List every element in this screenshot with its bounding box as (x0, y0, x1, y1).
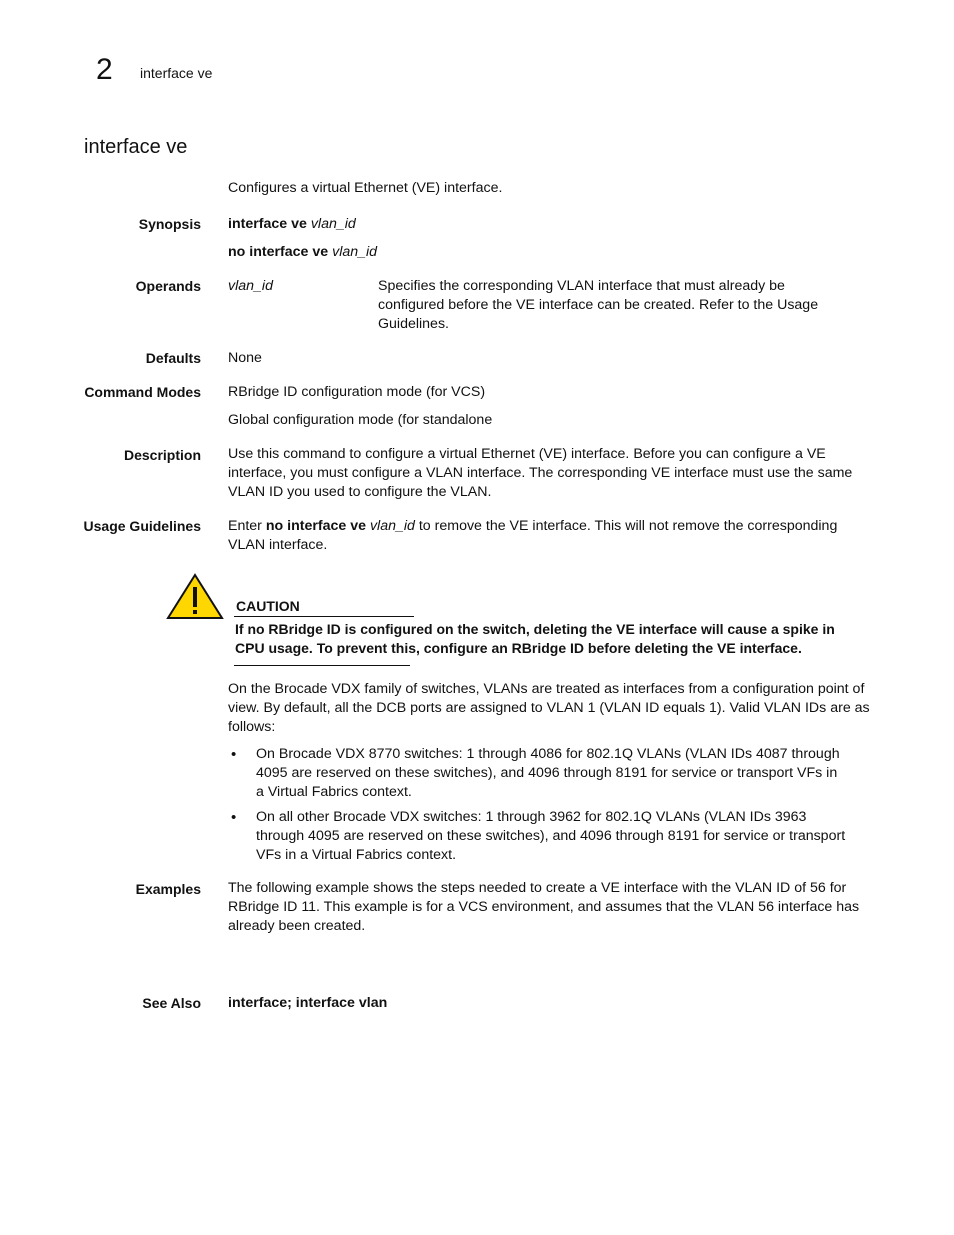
warning-triangle-icon (166, 573, 224, 621)
page-title: interface ve (84, 136, 188, 158)
description-text: Use this command to configure a virtual Ethernet (VE) interface. Before you can configure a VE interface, you must configure a VLAN interface. The corresponding VE interface must use the same VLAN ID you used to configure the VLAN. (228, 446, 853, 500)
usage-argument: vlan_id (369, 518, 415, 534)
examples-label: Examples (135, 881, 201, 897)
usage-prefix: Enter (228, 518, 266, 534)
usage-command: no interface ve (265, 518, 366, 534)
usage-guidelines-label: Usage Guidelines (83, 518, 201, 534)
caution-divider-top (234, 616, 414, 617)
defaults-label: Defaults (145, 350, 201, 366)
synopsis-no-command: no interface ve (228, 244, 329, 260)
command-mode-rbridge: RBridge ID configuration mode (for VCS) (228, 384, 486, 400)
command-modes-label: Command Modes (84, 384, 201, 400)
vlan-paragraph: On the Brocade VDX family of switches, VLANs are treated as interfaces from a configuration point of view. By default, all the DCB ports are assigned to VLAN 1 (VLAN ID equals 1). Valid VLAN IDs are as follows: (228, 681, 870, 735)
bullet-marker: • (231, 746, 237, 763)
bullet-marker: • (231, 809, 237, 826)
synopsis-no-argument: vlan_id (332, 244, 378, 260)
command-mode-global: Global configuration mode (for standalone (228, 412, 493, 428)
caution-title: CAUTION (236, 598, 300, 614)
examples-text: The following example shows the steps needed to create a VE interface with the VLAN ID of 56 for RBridge ID 11. This example is for a VCS environment, and assumes that the VLAN 56 interface has already been created. (228, 880, 860, 934)
description-label: Description (123, 447, 201, 463)
operands-label: Operands (135, 278, 201, 294)
see-also-label: See Also (142, 995, 201, 1011)
see-also-text: interface; interface vlan (228, 995, 388, 1011)
running-header-title: interface ve (140, 65, 213, 81)
synopsis-label: Synopsis (138, 216, 201, 232)
synopsis-argument: vlan_id (310, 216, 356, 232)
synopsis-line-2 (228, 243, 873, 262)
synopsis-command: interface ve (228, 216, 307, 232)
caution-divider-bottom (234, 665, 410, 666)
intro-text: Configures a virtual Ethernet (VE) interface. (228, 180, 503, 196)
list-item: On Brocade VDX 8770 switches: 1 through 4086 for 802.1Q VLANs (VLAN IDs 4087 through 4095 are reserved on these switches), and 4096 through 8191 for service or transport VFs in a Virtual Fabrics context. (256, 746, 840, 800)
usage-guidelines-text (228, 517, 873, 555)
chapter-number: 2 (96, 53, 113, 86)
defaults-value: None (228, 350, 262, 366)
caution-text: If no RBridge ID is configured on the switch, deleting the VE interface will cause a spike in CPU usage. To prevent this, configure an RBridge ID before deleting the VE interface. (235, 621, 835, 656)
usage-suffix: to remove the VE interface. This will not remove the corresponding VLAN interface. (228, 518, 838, 553)
operand-name: vlan_id (228, 278, 273, 294)
synopsis-line-1 (228, 215, 873, 234)
list-item: On all other Brocade VDX switches: 1 through 3962 for 802.1Q VLANs (VLAN IDs 3963 through 4095 are reserved on these switches), and 4096 through 8191 for service or transport VFs in a Virtual Fabrics context. (256, 809, 846, 863)
operand-description: Specifies the corresponding VLAN interface that must already be configured before the VE interface can be created. Refer to the Usage Guidelines. (378, 278, 819, 332)
